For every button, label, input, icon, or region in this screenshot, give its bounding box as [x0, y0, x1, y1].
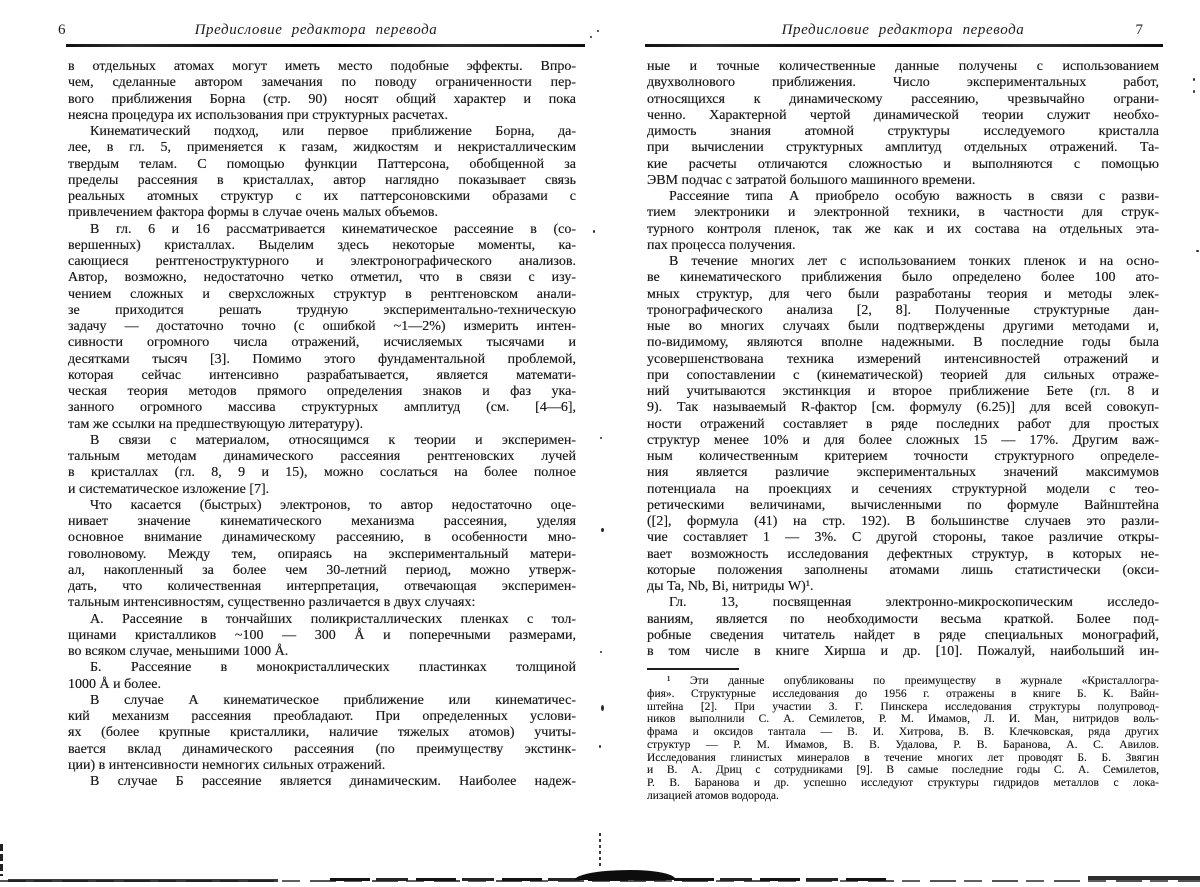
- text-line: В гл. 6 и 16 рассматривается кинематическое рассеяние в (со-: [90, 221, 576, 237]
- text-line: Что касается (быстрых) электронов, то автор недостаточно оце-: [90, 497, 576, 513]
- text-line: задачу — достаточно точно (с ошибкой ~1—2%) измерить интен-: [68, 319, 576, 334]
- text-line: Б. Рассеяние в монокристаллических пластинках толщиной: [90, 660, 576, 676]
- text-line: в отдельных атомах могут иметь место подобные эффекты. Впро-: [68, 59, 576, 74]
- text-line: при вычислении структурных амплитуд отдельных отражений. Та-: [647, 140, 1159, 156]
- running-head-right: [647, 22, 1159, 40]
- text-line: основное внимание динамическому рассеянию, в особенности мно-: [68, 530, 576, 546]
- text-line: Рассеяние типа А приобрело особую важность в связи с разви-: [669, 189, 1159, 204]
- text-line: ченно. Характерной чертой динамической теории служит необхо-: [647, 107, 1159, 123]
- text-line: двухволнового приближения. Число экспериментальных работ,: [647, 75, 1159, 91]
- text-line: занного огромного массива структурных амплитуд (см. [4—6],: [68, 400, 576, 416]
- text-line: ные и точные количественные данные получены с использованием: [647, 59, 1159, 74]
- text-line: говолновому. Между тем, опираясь на экспериментальный матери-: [68, 546, 576, 562]
- text-line: структур — Р. М. Имамов, В. В. Удалова, Р. В. Баранова, А. С. Авилов.: [647, 738, 1159, 751]
- text-line: Кинематический подход, или первое приближение Борна, да-: [90, 124, 576, 139]
- ink-speck: [599, 745, 601, 748]
- text-line: ческая теория методов прямого определения знаков и фаз ука-: [68, 384, 576, 399]
- text-line: тронографического анализа [2, 8]. Полученные структурные дан-: [647, 302, 1159, 318]
- page-number: 7: [1135, 22, 1143, 38]
- ink-speck: [601, 528, 604, 532]
- text-line: десятками тысяч [3]. Помимо этого фундаментальной проблемой,: [68, 351, 576, 367]
- text-line: В течение многих лет с использованием тонких пленок и на осно-: [669, 254, 1159, 269]
- footnote-rule: [647, 668, 739, 670]
- text-line: и В. А. Дриц с сотрудниками [9]. В самые последние годы С. А. Семилетов,: [647, 764, 1159, 777]
- text-line: чие составляет 1 — 3%. С другой стороны, такое различие откры-: [647, 530, 1159, 546]
- text-line: лизацией атомов водорода.: [647, 789, 779, 802]
- text-line: димость знания атомной структуры исследуемого кристалла: [647, 124, 1159, 139]
- text-line: щинами кристалликов ~100 — 300 Å и поперечными размерами,: [68, 627, 576, 643]
- text-line: В случае Б рассеяние является динамическим. Наиболее надеж-: [90, 774, 576, 789]
- text-line: пределы рассеяния в кристаллах, автор наглядно показывает связь: [68, 172, 576, 188]
- text-line: в том числе в книге Хирша и др. [10]. Пожалуй, наибольший ин-: [647, 644, 1159, 659]
- body-text-right: [647, 59, 1159, 660]
- text-line: неясна процедура их использования при структурных расчетах.: [68, 107, 448, 123]
- text-line: тальным методам динамического рассеяния рентгеновских лучей: [68, 449, 576, 464]
- text-line: ний учитываются экстинкция и второе приближение Бете (гл. 8 и: [647, 384, 1159, 399]
- text-line: сающиеся рентгеноструктурного и электронографического анализов.: [68, 254, 576, 269]
- text-line: ников выполнили С. А. Семилетов, Р. М. Имамов, Л. И. Ман, нитридов воль-: [647, 713, 1159, 726]
- scan-bottom-edge: [1088, 876, 1200, 880]
- text-line: ции) в интенсивности немногих сильных отражений.: [68, 757, 386, 773]
- text-line: дать, что количественная интерпретация, отвечающая эксперимен-: [68, 579, 576, 594]
- text-line: ЭВМ подчас с затратой большого машинного времени.: [647, 172, 976, 188]
- ink-speck: [597, 30, 599, 32]
- text-line: в кристаллах (гл. 8, 9 и 15), можно сослаться на более полное: [68, 465, 576, 481]
- text-line: зе приходится решать трудную экспериментально-техническую: [68, 302, 576, 318]
- text-line: там же ссылки на предшествующую литературу).: [68, 416, 364, 432]
- gutter-mark: [599, 833, 601, 868]
- running-title: Предисловие редактора перевода: [781, 22, 1025, 38]
- text-line: ным количественным критерием точности структурного определе-: [647, 449, 1159, 464]
- text-line: ности отражений составляет в ряде последних работ для простых: [647, 416, 1159, 432]
- text-line: штейна [2]. При участии З. Г. Пинскера исследования структуры полупровод-: [647, 700, 1159, 713]
- text-line: турного контроля пленок, так же как и их состава на отдельных эта-: [647, 221, 1159, 237]
- ink-speck: [600, 651, 602, 653]
- text-line: В случае А кинематическое приближение или кинематичес-: [90, 692, 576, 708]
- text-line: во всяком случае, меньшими 1000 Å.: [68, 644, 289, 659]
- text-line: Р. В. Баранова и др. успешно исследуют структуры гидридов металлов с лока-: [647, 777, 1159, 789]
- body-text-left: [68, 59, 576, 790]
- text-line: ал, накопленный за более чем 30-летний период, можно утверж-: [68, 562, 576, 578]
- text-line: которые положения заполнены атомами лишь статистически (окси-: [647, 562, 1159, 578]
- running-title: Предисловие редактора перевода: [194, 22, 438, 38]
- text-line: ды Ta, Nb, Bi, нитриды W)¹.: [647, 579, 814, 594]
- text-line: реальных атомных структур с их паттерсоновскими образами с: [68, 189, 576, 204]
- text-line: Автор, возможно, недостаточно четко отметил, что в связи с изу-: [68, 270, 576, 286]
- text-line: робные сведения читатель найдет в ряде специальных монографий,: [647, 627, 1159, 643]
- text-line: ретическими величинами, вычисленными по формуле Вайнштейна: [647, 497, 1159, 513]
- text-line: 9). Так называемый R-фактор [см. формулу (6.25)] для всей совокуп-: [647, 400, 1159, 416]
- ink-speck: [600, 437, 602, 439]
- text-line: вается вклад динамического рассеяния (по преимуществу экстинк-: [68, 741, 576, 757]
- text-line: сивности огромного числа отражений, исчисляемых тысячами и: [68, 335, 576, 351]
- text-line: усовершенствована техника измерений интенсивностей отражений и: [647, 351, 1159, 367]
- ink-speck: [1196, 250, 1199, 252]
- text-line: которая сейчас интенсивно разрабатывается, является математи-: [68, 367, 576, 383]
- text-line: тальным интенсивностям, существенно различается в двух случаях:: [68, 595, 476, 611]
- text-line: чем, сделанные автором замечания по поводу ограниченности пер-: [68, 75, 576, 91]
- text-line: вершенных) кристаллах. Выделим здесь некоторые моменты, ка-: [68, 237, 576, 253]
- ink-speck: [1193, 78, 1195, 81]
- text-line: при сопоставлении с (кинематической) теорией для сильных отраже-: [647, 367, 1159, 383]
- text-line: твердым телам. С помощью функции Паттерсона, обобщенной за: [68, 156, 576, 172]
- text-line: ях (более крупные кристаллики, наличие тяжелых атомов) учиты-: [68, 725, 576, 741]
- text-line: привлечением фактора формы в случае очень малых объемов.: [68, 205, 438, 221]
- text-line: Исследования глинистых минералов в течение многих лет проводят Б. Б. Звягин: [647, 751, 1159, 764]
- ink-speck: [601, 705, 604, 711]
- header-rule: [66, 44, 585, 47]
- text-line: кий механизм рассеяния преобладают. При определенных услови-: [68, 709, 576, 724]
- text-line: ([2], формула (41) на стр. 192). В большинстве случаев это разли-: [647, 514, 1159, 529]
- header-rule: [645, 44, 1163, 47]
- text-line: структур менее 10% и для более сложных 15 — 17%. Другим важ-: [647, 432, 1159, 448]
- text-line: по-видимому, являются вполне надежными. В последние годы была: [647, 335, 1159, 351]
- text-line: А. Рассеяние в тончайших поликристаллических пленках с тол-: [90, 611, 576, 627]
- text-line: чением сложных и сверхсложных структур в рентгеновском анали-: [68, 286, 576, 302]
- text-line: ¹ Эти данные опубликованы по преимуществу в журнале «Кристаллогра-: [667, 675, 1159, 687]
- text-line: нивает значение кинематического механизма рассеяния, уделяя: [68, 514, 576, 529]
- page-edge-mark: [0, 844, 3, 876]
- text-line: ные во многих случаях были подтверждены другими методами и,: [647, 319, 1159, 334]
- text-line: ния является различие экспериментальных значений максимумов: [647, 465, 1159, 481]
- text-line: тием электроники и электронной техники, в частности для струк-: [647, 205, 1159, 221]
- text-line: лее, в гл. 5, применяется к газам, жидкостям и некристаллическим: [68, 140, 576, 156]
- ink-speck: [1193, 90, 1195, 93]
- text-line: ве кинематического приближения было определено более 100 ато-: [647, 270, 1159, 286]
- text-line: пах процесса получения.: [647, 237, 796, 253]
- text-line: и систематическое изложение [7].: [68, 481, 270, 497]
- text-line: Гл. 13, посвященная электронно-микроскопическим исследо-: [669, 595, 1159, 611]
- text-line: вого приближения Борна (стр. 90) носят общий характер и пока: [68, 91, 576, 107]
- page-number: 6: [58, 22, 66, 38]
- running-head-left: [56, 22, 576, 40]
- text-line: потенциала на проекциях и сечениях структурной модели с тео-: [647, 481, 1159, 497]
- text-line: ваниям, является по необходимости весьма краткой. Более под-: [647, 611, 1159, 627]
- text-line: 1000 Å и более.: [68, 676, 161, 692]
- text-line: фия». Структурные исследования до 1956 г. отражены в книге Б. К. Вайн-: [647, 687, 1159, 700]
- ink-speck: [593, 230, 595, 233]
- text-line: кие расчеты отличаются сложностью и выполняются с помощью: [647, 156, 1159, 172]
- text-line: относящихся к динамическому рассеянию, чрезвычайно ограни-: [647, 91, 1159, 107]
- text-line: фрама и оксидов тантала — В. И. Хитрова, В. В. Клечковская, ряда других: [647, 726, 1159, 738]
- text-line: мных структур, для чего были разработаны теория и методы элек-: [647, 286, 1159, 302]
- ink-speck: [590, 36, 592, 38]
- scan-bottom-edge: [8, 879, 278, 882]
- binding-shadow: [575, 870, 675, 880]
- footnote-text: [647, 675, 1159, 803]
- text-line: вает возможность исследования дефектных структур, в которых не-: [647, 546, 1159, 562]
- text-line: В связи с материалом, относящимся к теории и эксперимен-: [90, 432, 576, 448]
